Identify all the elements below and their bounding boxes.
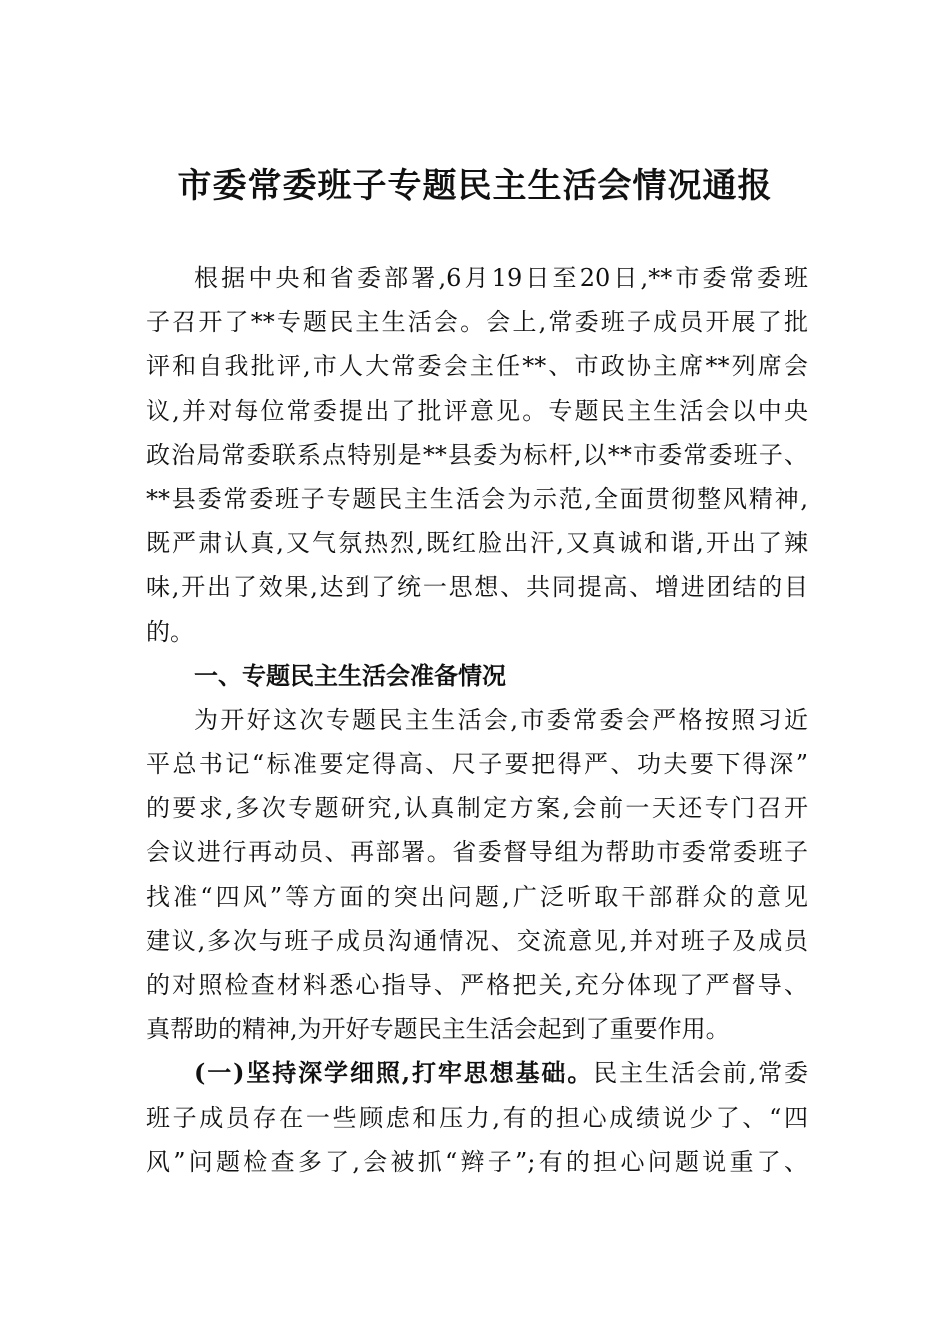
paragraph-line: 为开好这次专题民主生活会,市委常委会严格按照习近 [194,705,808,734]
paragraph-preparation [146,698,808,1052]
paragraph-line: 建议,多次与班子成员沟通情况、交流意见,并对班子及成员 [146,926,808,955]
paragraph-line: **县委常委班子专题民主生活会为示范,全面贯彻整风精神, [146,484,808,513]
paragraph-line: 的。 [146,617,194,646]
paragraph-line: 的对照检查材料悉心指导、严格把关,充分体现了严督导、 [146,971,808,999]
paragraph-line [146,1051,808,1095]
paragraph-line: 根据中央和省委部署,6月19日至20日,**市委常委班 [194,264,808,292]
paragraph-line: 评和自我批评,市人大常委会主任**、市政协主席**列席会 [146,352,808,381]
paragraph-line: 会议进行再动员、再部署。省委督导组为帮助市委常委班子 [146,838,808,867]
paragraph-line: 真帮助的精神,为开好专题民主生活会起到了重要作用。 [146,1015,730,1044]
paragraph-run: 民主生活会前,常委 [593,1059,808,1088]
paragraph-line: 既严肃认真,又气氛热烈,既红脸出汗,又真诚和谐,开出了辣 [146,529,808,558]
document-title: 市委常委班子专题民主生活会情况通报 [177,166,773,206]
document-body [146,256,808,1184]
paragraph-line: 平总书记“标准要定得高、尺子要把得严、功夫要下得深” [146,750,808,779]
paragraph-line: 子召开了**专题民主生活会。会上,常委班子成员开展了批 [146,308,808,337]
paragraph-intro [146,256,808,654]
paragraph-line: 找准“四风”等方面的突出问题,广泛听取干部群众的意见 [146,882,808,911]
paragraph-line: 议,并对每位常委提出了批评意见。专题民主生活会以中央 [146,396,808,425]
paragraph-line: 味,开出了效果,达到了统一思想、共同提高、增进团结的目 [146,573,808,602]
subheading-bold-run: (一)坚持深学细照,打牢思想基础。 [194,1058,594,1088]
section-heading: 一、专题民主生活会准备情况 [194,661,506,690]
paragraph-line: 政治局常委联系点特别是**县委为标杆,以**市委常委班子、 [146,440,808,469]
paragraph-line: 的要求,多次专题研究,认真制定方案,会前一天还专门召开 [146,794,808,823]
paragraph-line: 风”问题检查多了,会被抓“辫子”;有的担心问题说重了、 [146,1147,808,1176]
paragraph-line: 班子成员存在一些顾虑和压力,有的担心成绩说少了、“四 [146,1103,808,1132]
paragraph-study [146,1051,808,1184]
